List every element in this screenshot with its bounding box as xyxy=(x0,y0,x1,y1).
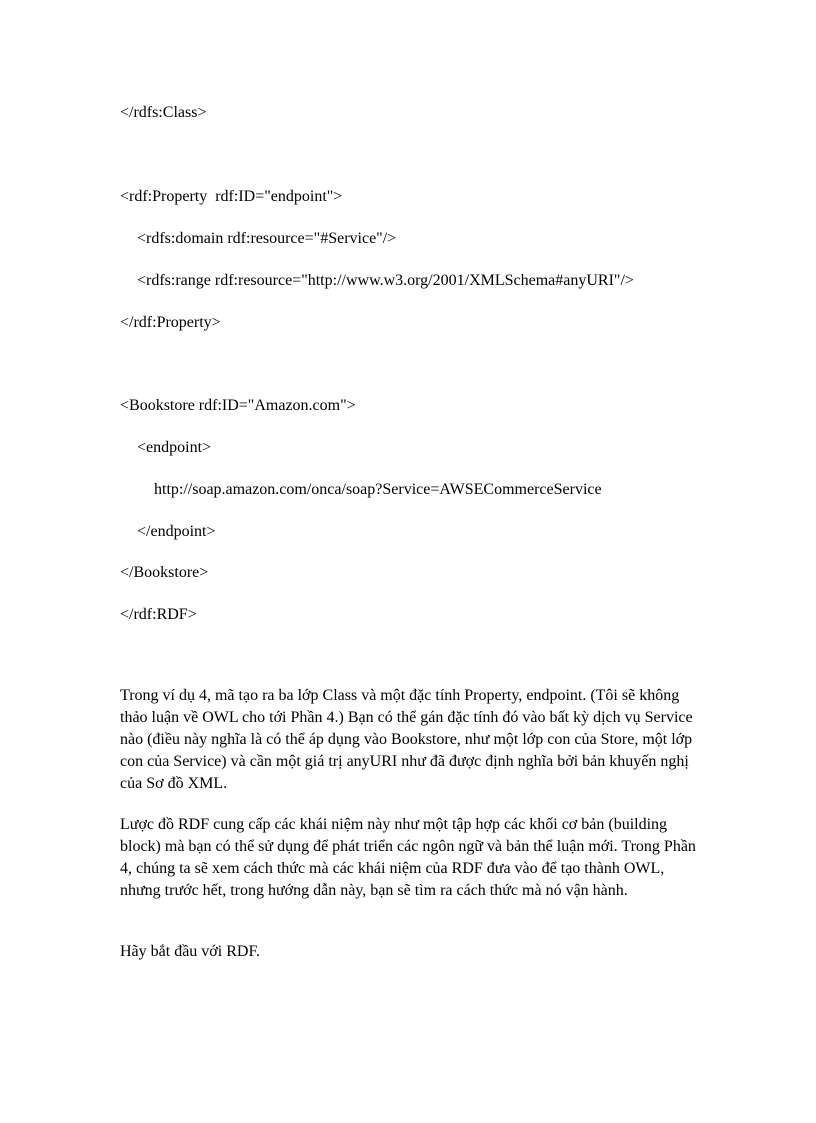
code-line-rdfs-range: <rdfs:range rdf:resource="http://www.w3.org/2001/XMLSchema#anyURI"/> xyxy=(137,272,634,289)
code-line-rdf-close: </rdf:RDF> xyxy=(120,606,197,623)
paragraph-start-rdf: Hãy bắt đầu với RDF. xyxy=(120,943,261,960)
code-line-bookstore-close: </Bookstore> xyxy=(120,564,209,581)
code-line-endpoint-open: <endpoint> xyxy=(137,439,212,456)
code-line-rdfs-class-close: </rdfs:Class> xyxy=(120,104,207,121)
code-line-endpoint-url: http://soap.amazon.com/onca/soap?Service=AWSECommerceService xyxy=(154,481,602,498)
code-line-bookstore-open: <Bookstore rdf:ID="Amazon.com"> xyxy=(120,397,356,414)
code-line-property-open: <rdf:Property rdf:ID="endpoint"> xyxy=(120,188,343,205)
code-line-endpoint-close: </endpoint> xyxy=(137,523,216,540)
code-line-rdfs-domain: <rdfs:domain rdf:resource="#Service"/> xyxy=(137,230,397,247)
paragraph-rdf-schema: Lược đồ RDF cung cấp các khái niệm này như một tập hợp các khối cơ bản (building block) mà bạn có thể sử dụng để phát triển các ngôn ngữ và bản thể luận mới. Trong Phần 4, chúng ta sẽ xem cách thức mà các khái niệm của RDF đưa vào để tạo thành OWL, nhưng trước hết, trong hướng dẫn này, bạn sẽ tìm ra cách thức mà nó vận hành. xyxy=(120,816,696,899)
code-line-property-close: </rdf:Property> xyxy=(120,314,221,331)
paragraph-example-4: Trong ví dụ 4, mã tạo ra ba lớp Class và một đặc tính Property, endpoint. (Tôi sẽ không thảo luận về OWL cho tới Phần 4.) Bạn có thể gán đặc tính đó vào bất kỳ dịch vụ Service nào (điều này nghĩa là có thể áp dụng vào Bookstore, như một lớp con của Store, một lớp con của Service) và cần một giá trị anyURI như đã được định nghĩa bởi bản khuyến nghị của Sơ đồ XML. xyxy=(120,687,693,792)
